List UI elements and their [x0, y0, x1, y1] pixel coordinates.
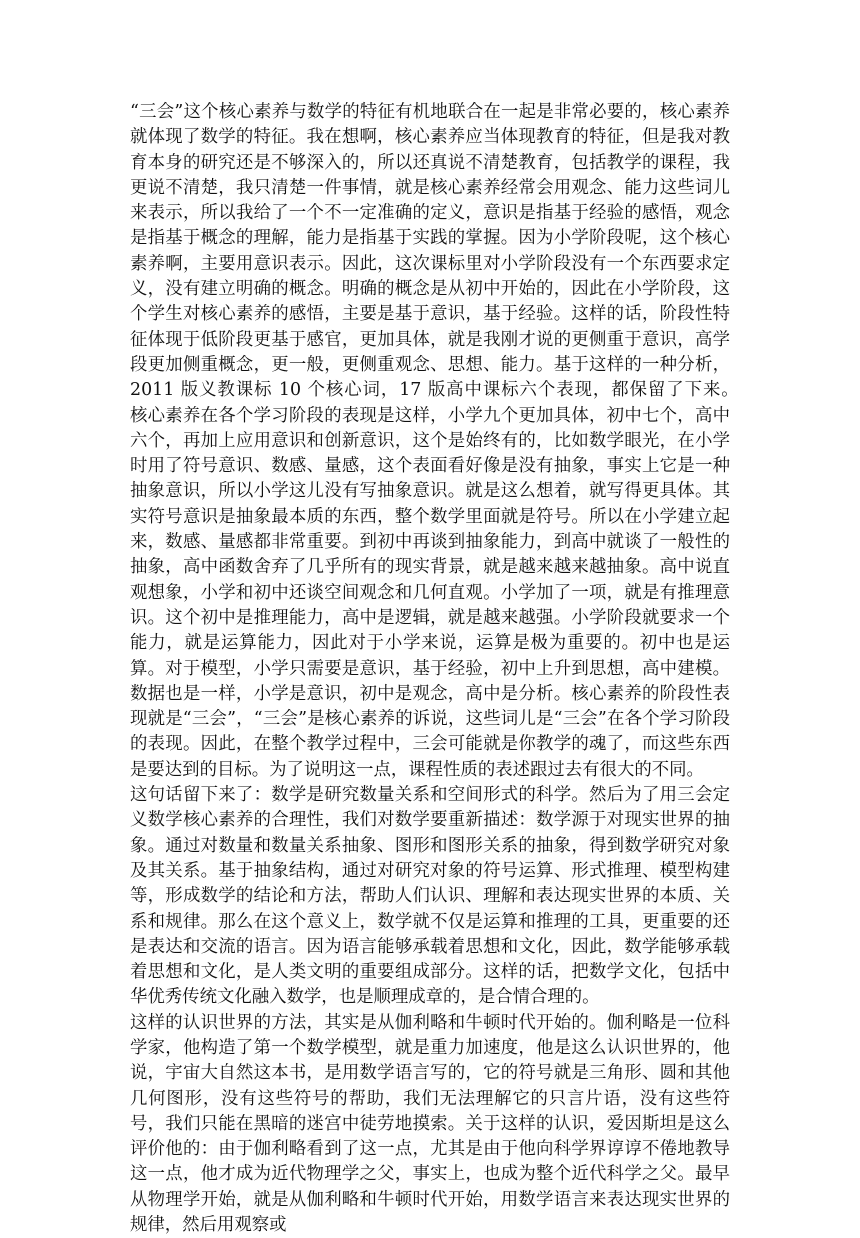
- paragraph-galileo: 这样的认识世界的方法，其实是从伽利略和牛顿时代开始的。伽利略是一位科学家，他构造了第一个数学模型，就是重力加速度，他是这么认识世界的，他说，宇宙大自然这本书，是用数学语言写的，它的符号就是三角形、圆和其他几何图形，没有这些符号的帮助，我们无法理解它的只言片语，没有这些符号，我们只能在黑暗的迷宫中徒劳地摸索。关于这样的认识，爱因斯坦是这么评价他的：由于伽利略看到了这一点，尤其是由于他向科学界谆谆不倦地教导这一点，他才成为近代物理学之父，事实上，也成为整个近代科学之父。最早从物理学开始，就是从伽利略和牛顿时代开始，用数学语言来表达现实世界的规律，然后用观察或: [130, 1012, 730, 1236]
- document-page: [130, 100, 753, 1238]
- paragraph-core-literacy: “三会”这个核心素养与数学的特征有机地联合在一起是非常必要的，核心素养就体现了数学的特征。我在想啊，核心素养应当体现教育的特征，但是我对教育本身的研究还是不够深入的，所以还真说不清楚教育，包括教学的课程，我更说不清楚，我只清楚一件事情，就是核心素养经常会用观念、能力这些词儿来表示，所以我给了一个不一定准确的定义，意识是指基于经验的感悟，观念是指基于概念的理解，能力是指基于实践的掌握。因为小学阶段呢，这个核心素养啊，主要用意识表示。因此，这次课标里对小学阶段没有一个东西要求定义，没有建立明确的概念。明确的概念是从初中开始的，因此在小学阶段，这个学生对核心素养的感悟，主要是基于意识，基于经验。这样的话，阶段性特征体现于低阶段更基于感官，更加具体，就是我刚才说的更侧重于意识，高学段更加侧重概念，更一般，更侧重观念、思想、能力。基于这样的一种分析，2011 版义教课标 10 个核心词，17 版高中课标六个表现，都保留了下来。 核心素养在各个学习阶段的表现是这样，小学九个更加具体，初中七个，高中六个，再加上应用意识和创新意识，这个是始终有的，比如数学眼光，在小学时用了符号意识、数感、量感，这个表面看好像是没有抽象，事实上它是一种抽象意识，所以小学这儿没有写抽象意识。就是这么想着，就写得更具体。其实符号意识是抽象最本质的东西，整个数学里面就是符号。所以在小学建立起来，数感、量感都非常重要。到初中再谈到抽象能力，到高中就谈了一般性的抽象，高中函数舍弃了几乎所有的现实背景，就是越来越来越抽象。高中说直观想象，小学和初中还谈空间观念和几何直观。小学加了一项，就是有推理意识。这个初中是推理能力，高中是逻辑，就是越来越强。小学阶段就要求一个能力，就是运算能力，因此对于小学来说，运算是极为重要的。初中也是运算。对于模型，小学只需要是意识，基于经验，初中上升到思想，高中建模。数据也是一样，小学是意识，初中是观念，高中是分析。核心素养的阶段性表现就是“三会”，“三会”是核心素养的诉说，这些词儿是“三会”在各个学习阶段的表现。因此，在整个教学过程中，三会可能就是你教学的魂了，而这些东西是要达到的目标。为了说明这一点，课程性质的表述跟过去有很大的不同。: [130, 102, 753, 780]
- paragraph-math-definition: 这句话留下来了：数学是研究数量关系和空间形式的科学。然后为了用三会定义数学核心素养的合理性，我们对数学要重新描述：数学源于对现实世界的抽象。通过对数量和数量关系抽象、图形和图形关系的抽象，得到数学研究对象及其关系。基于抽象结构，通过对研究对象的符号运算、形式推理、模型构建等，形成数学的结论和方法，帮助人们认识、理解和表达现实世界的本质、关系和规律。那么在这个意义上，数学就不仅是运算和推理的工具，更重要的还是表达和交流的语言。因为语言能够承载着思想和文化，因此，数学能够承载着思想和文化，是人类文明的重要组成部分。这样的话，把数学文化，包括中华优秀传统文化融入数学，也是顺理成章的，是合情合理的。: [130, 785, 730, 1008]
